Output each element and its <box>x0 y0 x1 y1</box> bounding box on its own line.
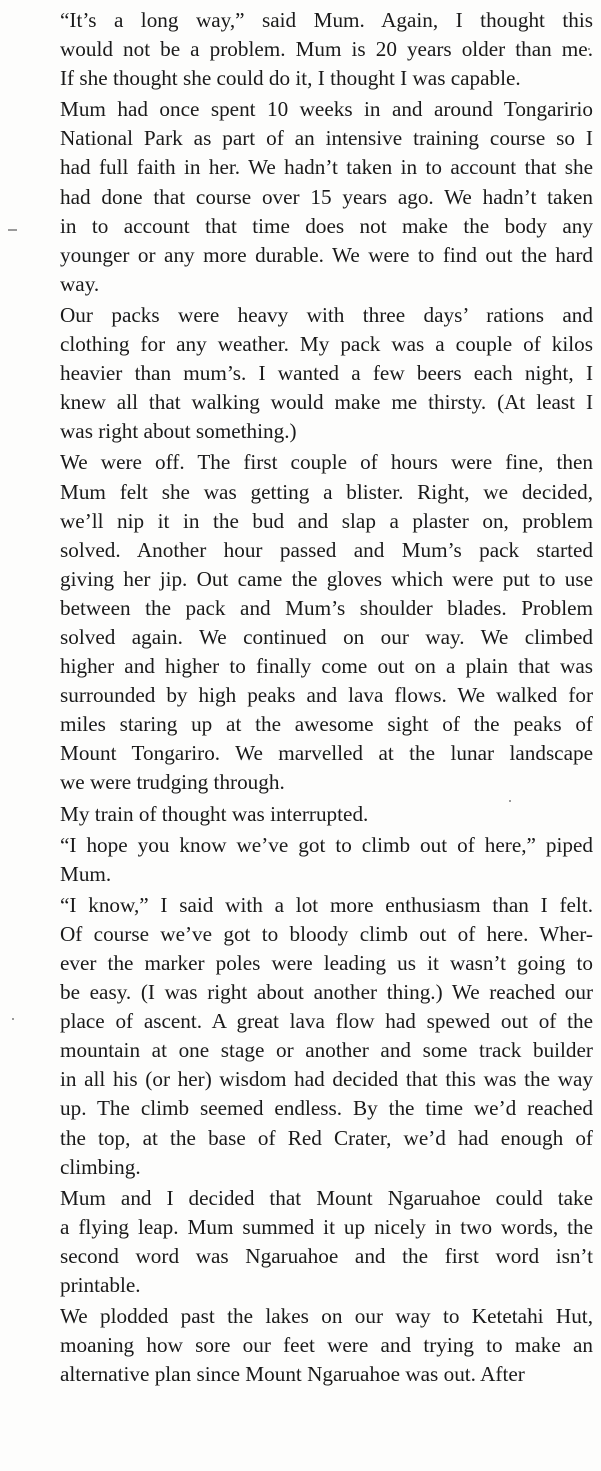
paragraph <box>34 800 593 829</box>
text-line: We plodded past the lakes on our way to Ketetahi Hut, <box>60 1304 593 1329</box>
text-line: had full faith in her. We hadn’t taken in to account that she <box>60 155 593 180</box>
text-line: Mum and I decided that Mount Ngaruahoe could take <box>60 1185 593 1210</box>
text-line: solved. Another hour passed and Mum’s pack started <box>60 537 593 562</box>
text-line: “I hope you know we’ve got to climb out of here,” piped <box>60 832 593 857</box>
margin-dash-mark <box>8 229 17 231</box>
text-line: National Park as part of an intensive training course so I <box>60 126 593 151</box>
text-line: printable. <box>60 1273 141 1298</box>
text-line: mountain at one stage or another and some track builder <box>60 1038 593 1063</box>
text-line: in all his (or her) wisdom had decided that this was the way <box>60 1067 593 1092</box>
paragraph <box>34 301 593 446</box>
margin-speck <box>12 1018 14 1020</box>
text-line: solved again. We continued on our way. We climbed <box>60 624 593 649</box>
text-line: way. <box>60 271 100 296</box>
text-line: in to account that time does not make the body any <box>60 213 593 238</box>
text-line: Mount Tongariro. We marvelled at the lunar landscape <box>60 741 593 766</box>
text-line: the top, at the base of Red Crater, we’d had enough of <box>60 1125 593 1150</box>
text-line: had done that course over 15 years ago. We hadn’t taken <box>60 184 593 209</box>
paragraph <box>34 6 593 93</box>
paragraph <box>34 891 593 1182</box>
text-line: between the pack and Mum’s shoulder blades. Problem <box>60 595 593 620</box>
text-line: My train of thought was interrupted. <box>60 801 369 826</box>
text-line: surrounded by high peaks and lava flows. We walked for <box>60 683 593 708</box>
text-line: Mum. <box>60 861 112 886</box>
text-line: “I know,” I said with a lot more enthusiasm than I felt. <box>60 892 593 917</box>
text-line: ever the marker poles were leading us it wasn’t going to <box>60 951 593 975</box>
text-line: Mum felt she was getting a blister. Right, we decided, <box>60 479 593 504</box>
text-line: second word was Ngaruahoe and the first word isn’t <box>60 1243 593 1268</box>
text-line: “It’s a long way,” said Mum. Again, I thought this <box>60 8 593 32</box>
text-line: we were trudging through. <box>60 770 285 795</box>
paragraph <box>34 831 593 889</box>
text-line: clothing for any weather. My pack was a couple of kilos <box>60 332 593 357</box>
text-line: was right about something.) <box>60 419 297 444</box>
text-line: Our packs were heavy with three days’ rations and <box>60 302 593 327</box>
paragraph <box>34 95 593 299</box>
text-line: would not be a problem. Mum is 20 years older than me. <box>60 37 593 62</box>
text-line: alternative plan since Mount Ngaruahoe was out. After <box>60 1362 525 1387</box>
text-line: up. The climb seemed endless. By the time we’d reached <box>60 1096 593 1121</box>
text-line: higher and higher to finally come out on a plain that was <box>60 654 593 679</box>
text-line: giving her jip. Out came the gloves which were put to use <box>60 566 593 591</box>
text-line: If she thought she could do it, I thought I was capable. <box>60 66 521 91</box>
text-line: heavier than mum’s. I wanted a few beers each night, I <box>60 361 593 386</box>
text-line: miles staring up at the awesome sight of the peaks of <box>60 712 593 737</box>
text-line: we’ll nip it in the bud and slap a plaster on, problem <box>60 508 593 533</box>
text-line: moaning how sore our feet were and trying to make an <box>60 1333 593 1358</box>
text-line: climbing. <box>60 1154 141 1179</box>
text-line: knew all that walking would make me thirsty. (At least I <box>60 390 593 415</box>
body-text <box>34 6 593 1389</box>
text-line: We were off. The first couple of hours were fine, then <box>60 450 593 475</box>
text-line: Mum had once spent 10 weeks in and around Tongaririo <box>60 97 593 122</box>
paragraph <box>34 448 593 797</box>
paragraph <box>34 1302 593 1389</box>
text-line: a flying leap. Mum summed it up nicely in two words, the <box>60 1214 593 1239</box>
text-line: place of ascent. A great lava flow had spewed out of the <box>60 1009 593 1034</box>
paragraph <box>34 1184 593 1300</box>
text-line: Of course we’ve got to bloody climb out of here. Wher- <box>60 921 593 946</box>
text-line: younger or any more durable. We were to find out the hard <box>60 242 593 267</box>
text-line: be easy. (I was right about another thing.) We reached our <box>60 980 593 1005</box>
